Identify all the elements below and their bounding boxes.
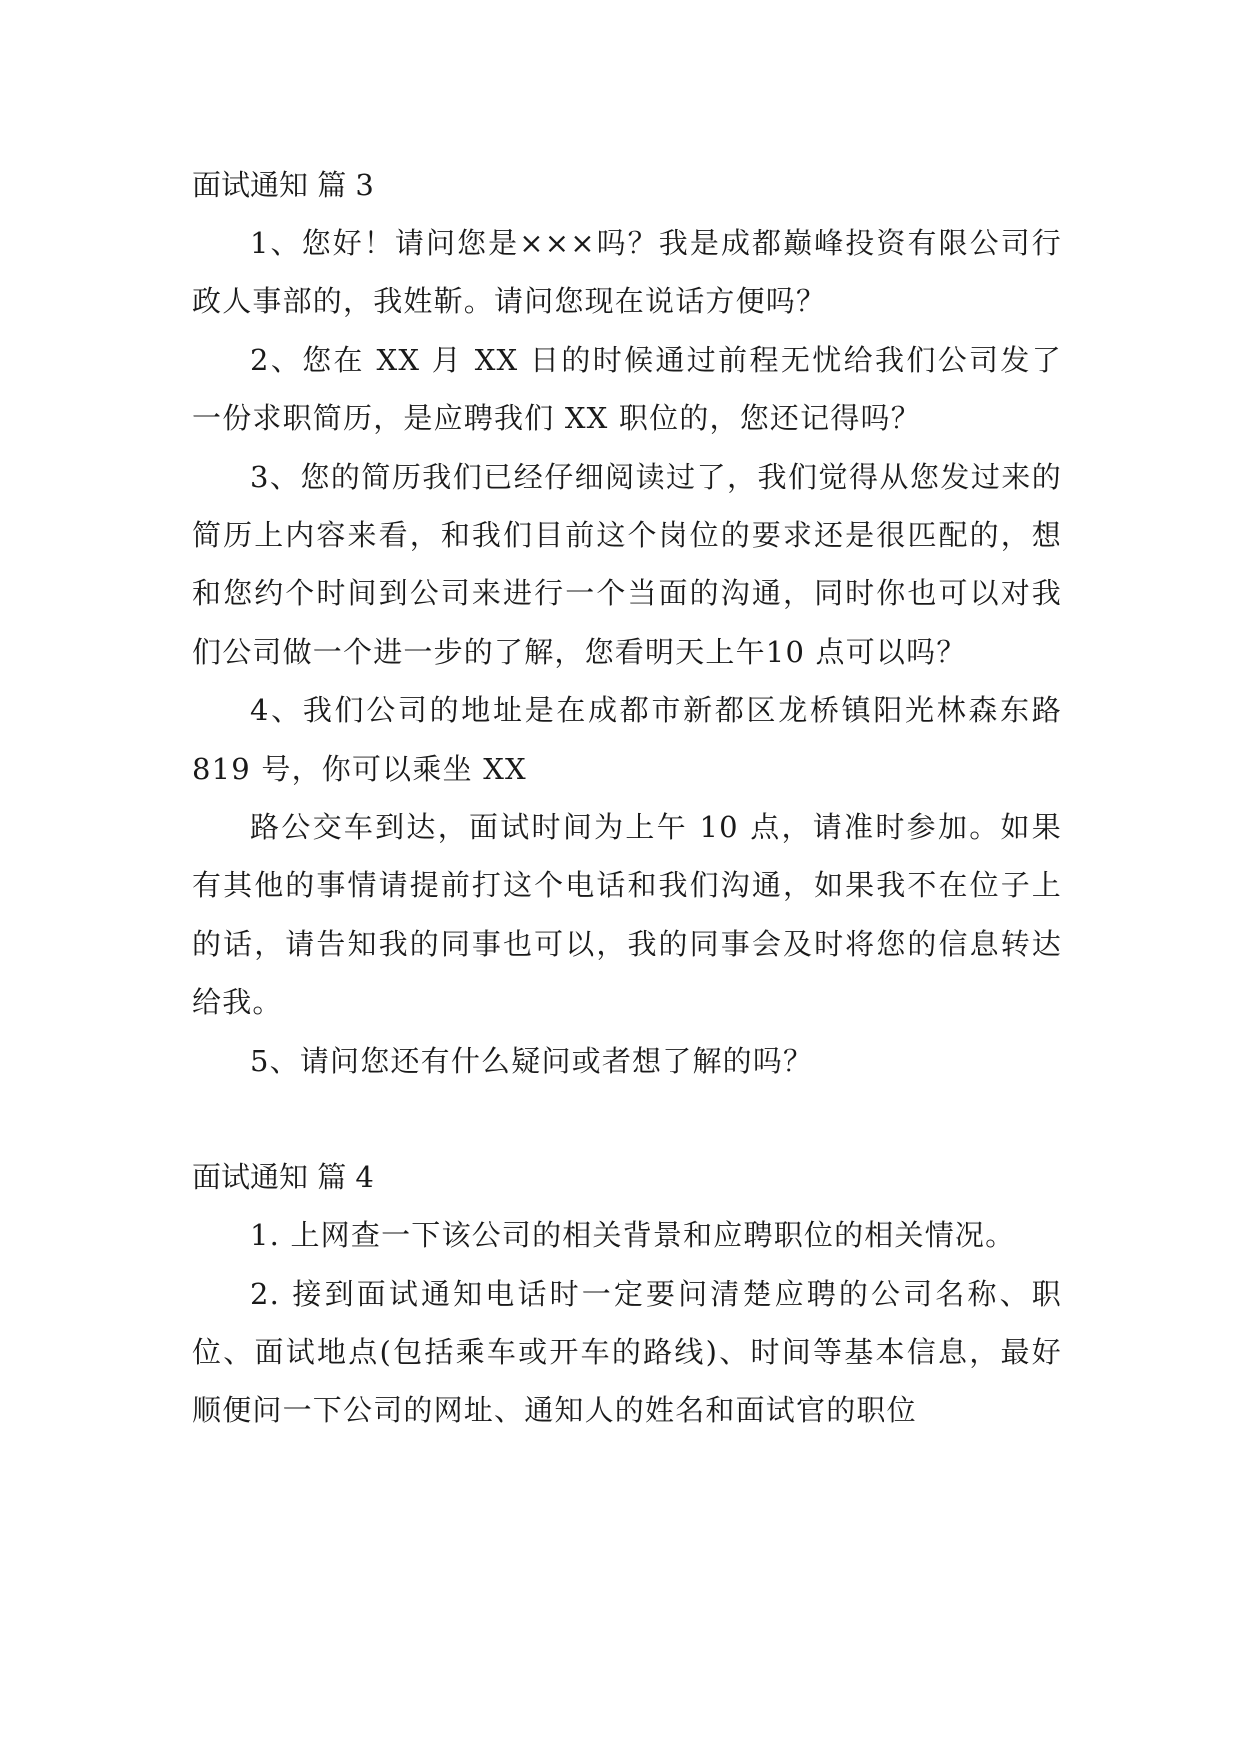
paragraph-4-continued: 路公交车到达，面试时间为上午 10 点，请准时参加。如果有其他的事情请提前打这个电话和我们沟通，如果我不在位子上的话，请告知我的同事也可以，我的同事会及时将您的信息转达给我。 — [192, 810, 1062, 1020]
paragraph-2: 2. 接到面试通知电话时一定要问清楚应聘的公司名称、职位、面试地点(包括乘车或开车的路线)、时间等基本信息，最好顺便问一下公司的网址、通知人的姓名和面试官的职位 — [192, 1276, 1062, 1428]
section-title: 面试通知 篇 4 — [192, 1160, 374, 1195]
section-spacer — [192, 1090, 1062, 1148]
section-3 — [192, 156, 1062, 1090]
section-4 — [192, 1148, 1062, 1440]
paragraph-1: 1、您好！请问您是×××吗？我是成都巅峰投资有限公司行政人事部的，我姓靳。请问您现在说话方便吗？ — [192, 226, 1062, 319]
document-page — [192, 156, 1062, 1440]
paragraph-5: 5、请问您还有什么疑问或者想了解的吗？ — [250, 1043, 814, 1078]
paragraph-1: 1. 上网查一下该公司的相关背景和应聘职位的相关情况。 — [250, 1218, 1016, 1253]
paragraph-4: 4、我们公司的地址是在成都市新都区龙桥镇阳光林森东路 819 号，你可以乘坐 XX — [192, 693, 1062, 786]
paragraph-2: 2、您在 XX 月 XX 日的时候通过前程无忧给我们公司发了一份求职简历，是应聘我们 XX 职位的，您还记得吗？ — [192, 342, 1062, 436]
section-title: 面试通知 篇 3 — [192, 168, 374, 202]
paragraph-3: 3、您的简历我们已经仔细阅读过了，我们觉得从您发过来的简历上内容来看，和我们目前这个岗位的要求还是很匹配的，想和您约个时间到公司来进行一个当面的沟通，同时你也可以对我们公司做一个进一步的了解，您看明天上午10 点可以吗？ — [192, 459, 1062, 669]
